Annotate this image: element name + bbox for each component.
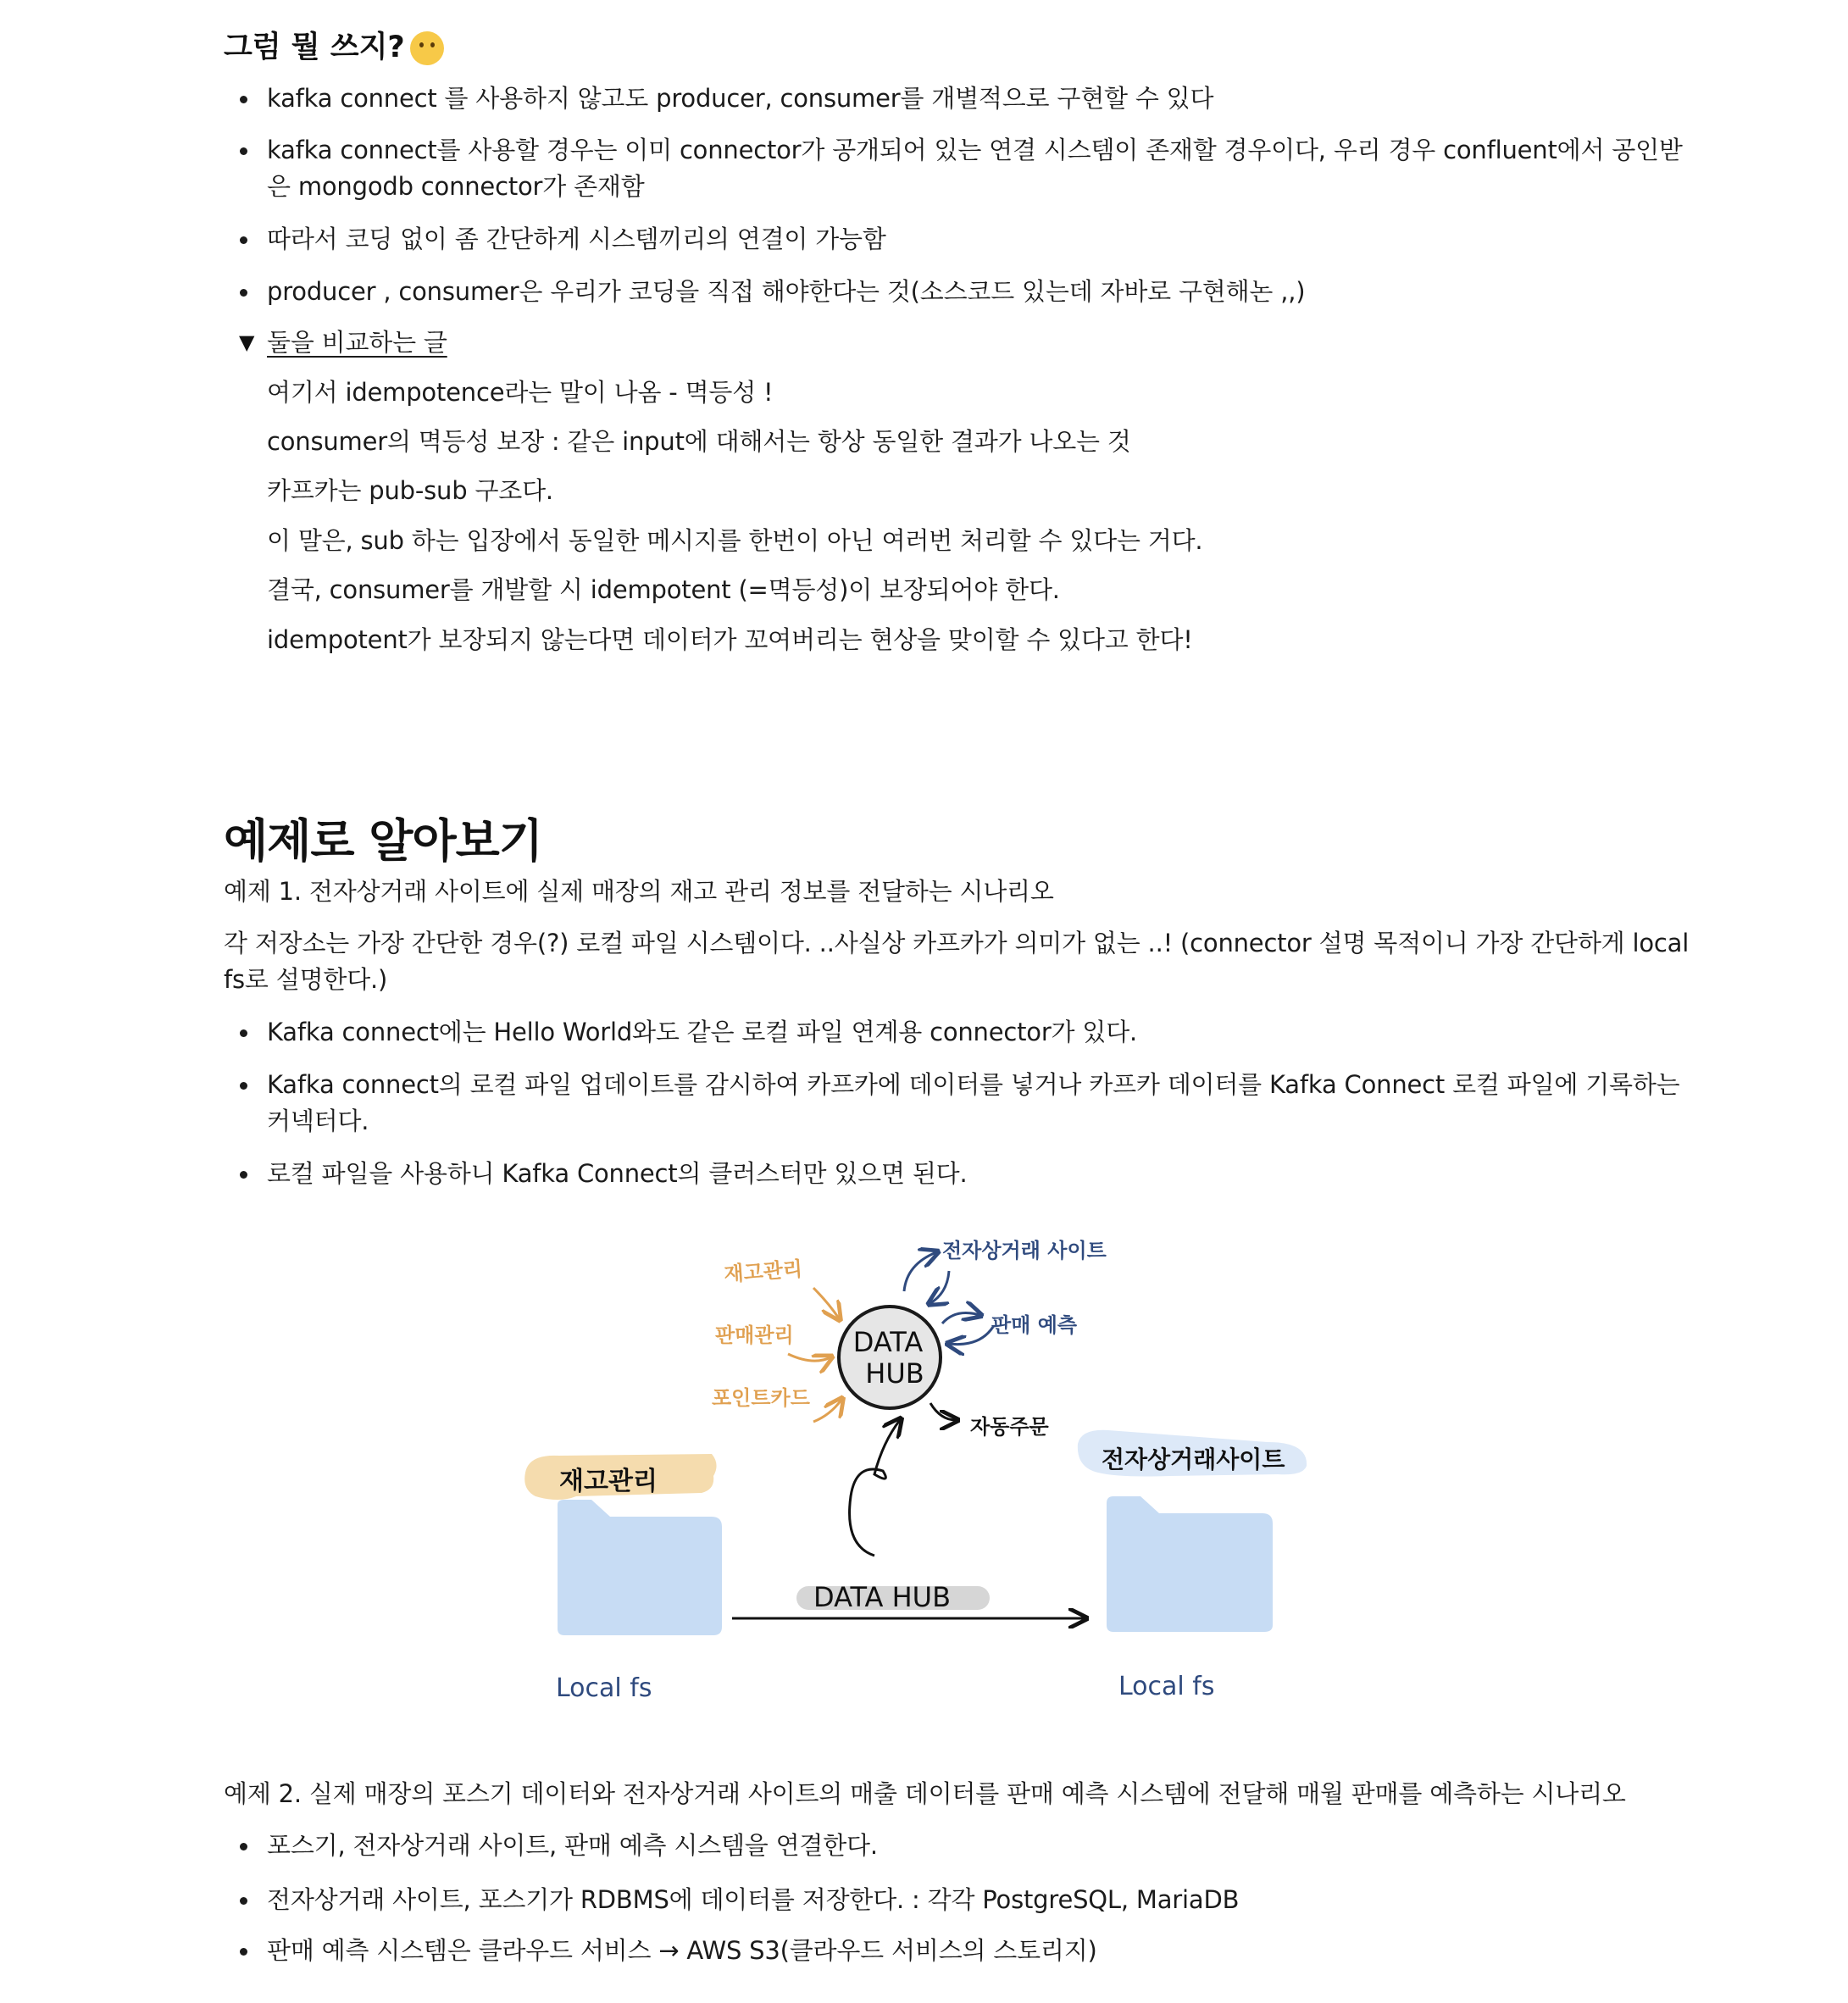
toggle-line: 결국, consumer를 개발할 시 idempotent (=멱등성)이 보장되어야 한다. xyxy=(267,575,1060,604)
list-item: 로컬 파일을 사용하니 Kafka Connect의 클러스터만 있으면 된다. xyxy=(267,1159,968,1188)
feed-arrow xyxy=(850,1420,900,1556)
output-arrow xyxy=(930,1271,949,1303)
bullet-icon xyxy=(240,1171,247,1179)
example-description-continuation: fs로 설명한다.) xyxy=(224,965,388,994)
input-arrow xyxy=(788,1354,830,1361)
target-fs-label: Local fs xyxy=(1118,1672,1215,1701)
toggle-title-link[interactable]: 둘을 비교하는 글 xyxy=(267,328,447,357)
input-label: 포인트카드 xyxy=(712,1386,810,1410)
input-label: 재고관리 xyxy=(723,1257,803,1286)
thinking-face-icon xyxy=(410,31,444,65)
hub-label-line1: DATA xyxy=(852,1326,924,1358)
example-title: 예제 2. 실제 매장의 포스기 데이터와 전자상거래 사이트의 매출 데이터를 판매 예측 시스템에 전달해 매월 판매를 예측하는 시나리오 xyxy=(224,1779,1626,1808)
output-arrow xyxy=(930,1403,956,1420)
toggle-line: consumer의 멱등성 보장 : 같은 input에 대해서는 항상 동일한 결과가 나오는 것 xyxy=(267,427,1131,456)
list-item: Kafka connect에는 Hello World와도 같은 로컬 파일 연계용 connector가 있다. xyxy=(267,1018,1138,1046)
bullet-icon xyxy=(240,289,247,297)
input-label: 판매관리 xyxy=(715,1323,794,1347)
bullet-icon xyxy=(240,1897,247,1905)
list-item-continuation: 커넥터다. xyxy=(267,1107,369,1135)
list-item: kafka connect를 사용할 경우는 이미 connector가 공개되어 있는 연결 시스템이 존재할 경우이다, 우리 경우 confluent에서 공인받 xyxy=(267,136,1683,164)
example-description: 각 저장소는 가장 간단한 경우(?) 로컬 파일 시스템이다. ..사실상 카프카가 의미가 없는 ..! (connector 설명 목적이니 가장 간단하게 local xyxy=(224,929,1690,957)
section-heading-text: 그럼 뭘 쓰지? xyxy=(224,31,405,64)
bullet-icon xyxy=(240,96,247,103)
output-label: 전자상거래 사이트 xyxy=(942,1239,1107,1262)
output-label: 판매 예측 xyxy=(991,1313,1078,1337)
bullet-icon xyxy=(240,147,247,155)
bullet-icon xyxy=(240,1029,247,1037)
list-item: producer , consumer은 우리가 코딩을 직접 해야한다는 것(소스코드 있는데 자바로 구현해논 ,,) xyxy=(267,277,1306,306)
output-arrow xyxy=(942,1313,979,1323)
toggle-line: 이 말은, sub 하는 입장에서 동일한 메시지를 한번이 아닌 여러번 처리할 수 있다는 거다. xyxy=(267,526,1203,555)
list-item: 포스기, 전자상거래 사이트, 판매 예측 시스템을 연결한다. xyxy=(267,1831,878,1860)
folder-icon xyxy=(558,1500,722,1635)
output-arrow xyxy=(904,1252,936,1291)
source-fs-label: Local fs xyxy=(556,1673,652,1703)
toggle-line: idempotent가 보장되지 않는다면 데이터가 꼬여버리는 현상을 맞이할 수 있다고 한다! xyxy=(267,625,1193,654)
toggle-line: 여기서 idempotence라는 말이 나옴 - 멱등성 ! xyxy=(267,378,774,407)
list-item: 따라서 코딩 없이 좀 간단하게 시스템끼리의 연결이 가능함 xyxy=(267,225,886,253)
section-heading xyxy=(224,24,444,66)
toggle-arrow-icon[interactable]: ▼ xyxy=(239,330,255,354)
source-label: 재고관리 xyxy=(559,1467,658,1496)
bullet-icon xyxy=(240,1948,247,1956)
target-label: 전자상거래사이트 xyxy=(1102,1445,1285,1473)
list-item: 판매 예측 시스템은 클라우드 서비스 → AWS S3(클라우드 서비스의 스토리지) xyxy=(267,1936,1097,1965)
page-title: 예제로 알아보기 xyxy=(224,814,542,868)
input-arrow xyxy=(813,1288,839,1318)
bullet-icon xyxy=(240,1082,247,1090)
data-hub-diagram xyxy=(508,1220,1339,1728)
input-arrow xyxy=(813,1400,841,1422)
toggle-line: 카프카는 pub-sub 구조다. xyxy=(267,476,553,505)
output-arrow xyxy=(949,1327,993,1345)
output-label: 자동주문 xyxy=(970,1415,1049,1439)
folder-icon xyxy=(1107,1496,1273,1632)
pipe-label: DATA HUB xyxy=(813,1581,952,1613)
list-item: Kafka connect의 로컬 파일 업데이트를 감시하여 카프카에 데이터를 넣거나 카프카 데이터를 Kafka Connect 로컬 파일에 기록하는 xyxy=(267,1070,1680,1099)
list-item: 전자상거래 사이트, 포스기가 RDBMS에 데이터를 저장한다. : 각각 PostgreSQL, MariaDB xyxy=(267,1885,1240,1914)
bullet-icon xyxy=(240,1843,247,1850)
list-item: kafka connect 를 사용하지 않고도 producer, consumer를 개별적으로 구현할 수 있다 xyxy=(267,84,1214,113)
list-item-continuation: 은 mongodb connector가 존재함 xyxy=(267,172,645,201)
bullet-icon xyxy=(240,236,247,244)
example-title: 예제 1. 전자상거래 사이트에 실제 매장의 재고 관리 정보를 전달하는 시나리오 xyxy=(224,877,1054,906)
hub-label-line2: HUB xyxy=(865,1357,924,1390)
